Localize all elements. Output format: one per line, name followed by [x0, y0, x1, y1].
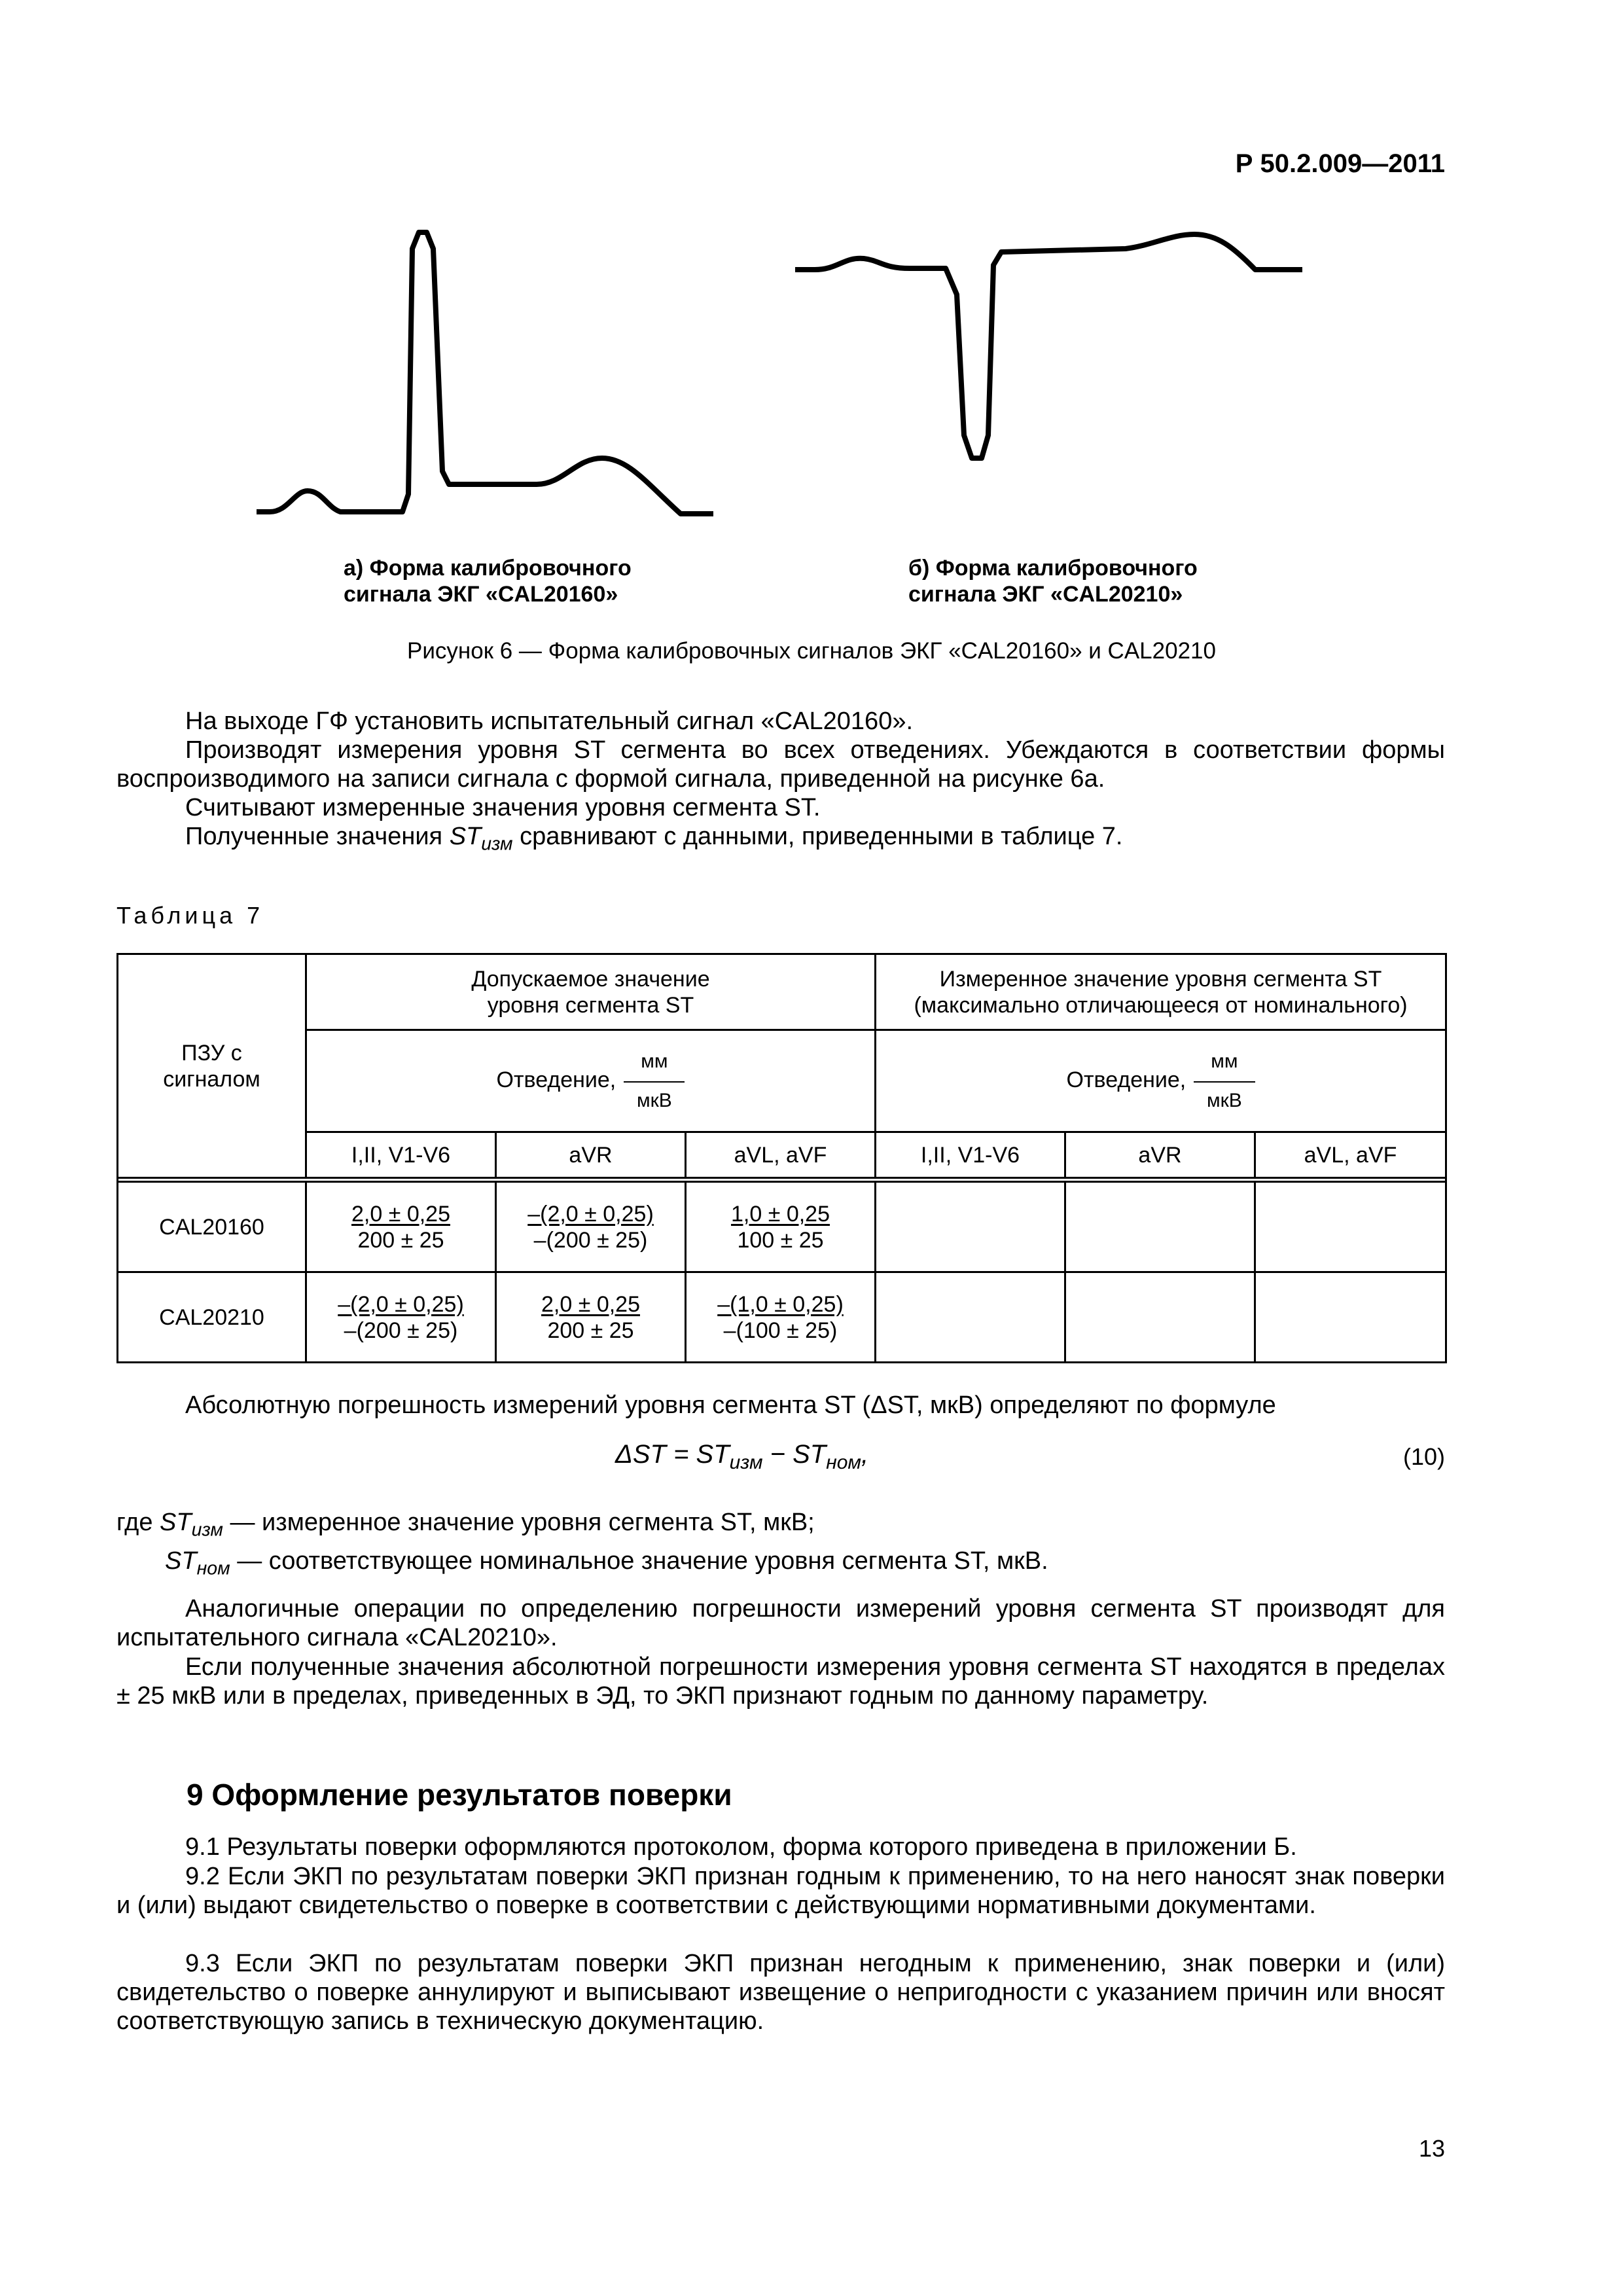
formula-10 [615, 1440, 868, 1474]
variable: ST [160, 1509, 192, 1536]
page-number: 13 [1418, 2135, 1445, 2162]
lead-header: I,II, V1-V6 [306, 1132, 496, 1178]
lead-header: aVL, aVF [686, 1132, 876, 1178]
paragraph-with-variable [116, 822, 1445, 859]
header-pzu: ПЗУ с сигналом [118, 954, 306, 1178]
empty-cell [876, 1182, 1065, 1272]
value-mm: 2,0 ± 0,25 [351, 1201, 450, 1227]
text: Полученные значения [185, 823, 450, 850]
unit-numerator: мм [1194, 1049, 1255, 1083]
formula-subscript: изм [729, 1452, 763, 1473]
value-mm: –(2,0 ± 0,25) [338, 1291, 464, 1317]
definition-1 [116, 1509, 815, 1541]
empty-cell [876, 1272, 1065, 1363]
unit-numerator: мм [624, 1049, 685, 1083]
value-mm: 1,0 ± 0,25 [731, 1201, 830, 1227]
caption-b-line2: сигнала ЭКГ «CAL20210» [908, 582, 1183, 607]
lead-unit-cell [306, 1030, 876, 1132]
lead-header: aVR [1065, 1132, 1255, 1178]
text: сравнивают с данными, приведенными в таблице 7. [512, 823, 1123, 850]
definition-2 [165, 1547, 1048, 1580]
formula-part: − ST [762, 1440, 827, 1469]
value-uv: 200 ± 25 [357, 1227, 444, 1253]
value-uv: 100 ± 25 [737, 1227, 824, 1253]
ecg-waveform-b [795, 234, 1302, 458]
unit-fraction [1194, 1049, 1255, 1114]
lead-header: aVR [496, 1132, 686, 1178]
variable-subscript: изм [481, 833, 513, 855]
lead-header: aVL, aVF [1255, 1132, 1446, 1178]
paragraph: 9.1 Результаты поверки оформляются протоколом, форма которого приведена в приложении Б. [185, 1833, 1297, 1861]
paragraph: 9.3 Если ЭКП по результатам поверки ЭКП признан негодным к применению, знак поверки и (или) свидетельство о поверке аннулируют и выписывают извещение о непригодности с указанием причин или вносят соответствующую запись в техническую документацию. [116, 1950, 1445, 2035]
variable-subscript: ном [196, 1558, 230, 1579]
formula-part: ΔST = ST [615, 1440, 730, 1469]
lead-label: Отведение, [496, 1067, 616, 1092]
value-cell [306, 1272, 496, 1363]
ecg-figure [0, 0, 1623, 628]
figure-caption-a [344, 555, 632, 607]
paragraph: 9.2 Если ЭКП по результатам поверки ЭКП признан годным к применению, то на него наносят знак поверки и (или) выдают свидетельство о поверке в соответствии с действующими нормативными документами. [116, 1863, 1445, 1919]
header-measured: Измеренное значение уровня сегмента ST (максимально отличающееся от номинального) [876, 954, 1446, 1030]
paragraph: На выходе ГФ установить испытательный сигнал «CAL20160». [185, 708, 914, 735]
caption-a-line1: а) Форма калибровочного [344, 556, 632, 581]
paragraph: Если полученные значения абсолютной погрешности измерения уровня сегмента ST находятся в пределах ± 25 мкВ или в пределах, приведенных в ЭД, то ЭКП признают годным по данному параметру. [116, 1653, 1445, 1710]
document-code: Р 50.2.009—2011 [1235, 149, 1445, 178]
lead-header: I,II, V1-V6 [876, 1132, 1065, 1178]
value-uv: 200 ± 25 [547, 1318, 634, 1343]
value-cell [686, 1182, 876, 1272]
table-row [118, 1182, 1446, 1272]
empty-cell [1255, 1182, 1446, 1272]
caption-b-line1: б) Форма калибровочного [908, 556, 1198, 581]
unit-denominator: мкВ [1206, 1089, 1242, 1111]
value-mm: –(2,0 ± 0,25) [527, 1201, 654, 1227]
caption-a-line2: сигнала ЭКГ «CAL20160» [344, 582, 618, 607]
formula-number: (10) [1402, 1443, 1445, 1470]
signal-cell: CAL20160 [118, 1182, 306, 1272]
table-7 [116, 953, 1447, 1363]
lead-label: Отведение, [1066, 1067, 1186, 1092]
header-allowed: Допускаемое значение уровня сегмента ST [306, 954, 876, 1030]
empty-cell [1255, 1272, 1446, 1363]
table-label: Таблица 7 [116, 902, 264, 929]
value-cell [496, 1182, 686, 1272]
figure-caption-b [908, 555, 1198, 607]
definition-text: — соответствующее номинальное значение уровня сегмента ST, мкВ. [237, 1547, 1048, 1575]
section-title: 9 Оформление результатов поверки [187, 1778, 732, 1812]
paragraph: Производят измерения уровня ST сегмента во всех отведениях. Убеждаются в соответствии формы воспроизводимого на записи сигнала с формой сигнала, приведенной на рисунке 6а. [116, 736, 1445, 793]
paragraph: Считывают измеренные значения уровня сегмента ST. [185, 794, 821, 821]
table-row [118, 1272, 1446, 1363]
signal-cell: CAL20210 [118, 1272, 306, 1363]
value-mm: 2,0 ± 0,25 [541, 1291, 640, 1317]
paragraph: Аналогичные операции по определению погрешности измерений уровня сегмента ST производят для испытательного сигнала «CAL20210». [116, 1595, 1445, 1651]
unit-denominator: мкВ [636, 1089, 672, 1111]
value-uv: –(200 ± 25) [533, 1227, 648, 1253]
unit-fraction [624, 1049, 685, 1114]
ecg-waveform-a [257, 232, 713, 514]
definition-text: — измеренное значение уровня сегмента ST, мкВ; [230, 1509, 815, 1536]
formula-part: , [861, 1440, 869, 1469]
variable: ST [449, 823, 482, 850]
variable-subscript: изм [191, 1519, 223, 1541]
value-cell [686, 1272, 876, 1363]
value-cell [306, 1182, 496, 1272]
empty-cell [1065, 1272, 1255, 1363]
lead-unit-cell [876, 1030, 1446, 1132]
figure-title: Рисунок 6 — Форма калибровочных сигналов ЭКГ «CAL20160» и CAL20210 [407, 638, 1216, 664]
formula-subscript: ном [826, 1452, 861, 1473]
where-label: где [116, 1509, 153, 1536]
value-mm: –(1,0 ± 0,25) [717, 1291, 844, 1317]
formula-intro: Абсолютную погрешность измерений уровня сегмента ST (ΔST, мкВ) определяют по формуле [185, 1391, 1276, 1419]
empty-cell [1065, 1182, 1255, 1272]
value-uv: –(100 ± 25) [723, 1318, 838, 1343]
value-cell [496, 1272, 686, 1363]
variable: ST [165, 1547, 197, 1575]
value-uv: –(200 ± 25) [344, 1318, 458, 1343]
